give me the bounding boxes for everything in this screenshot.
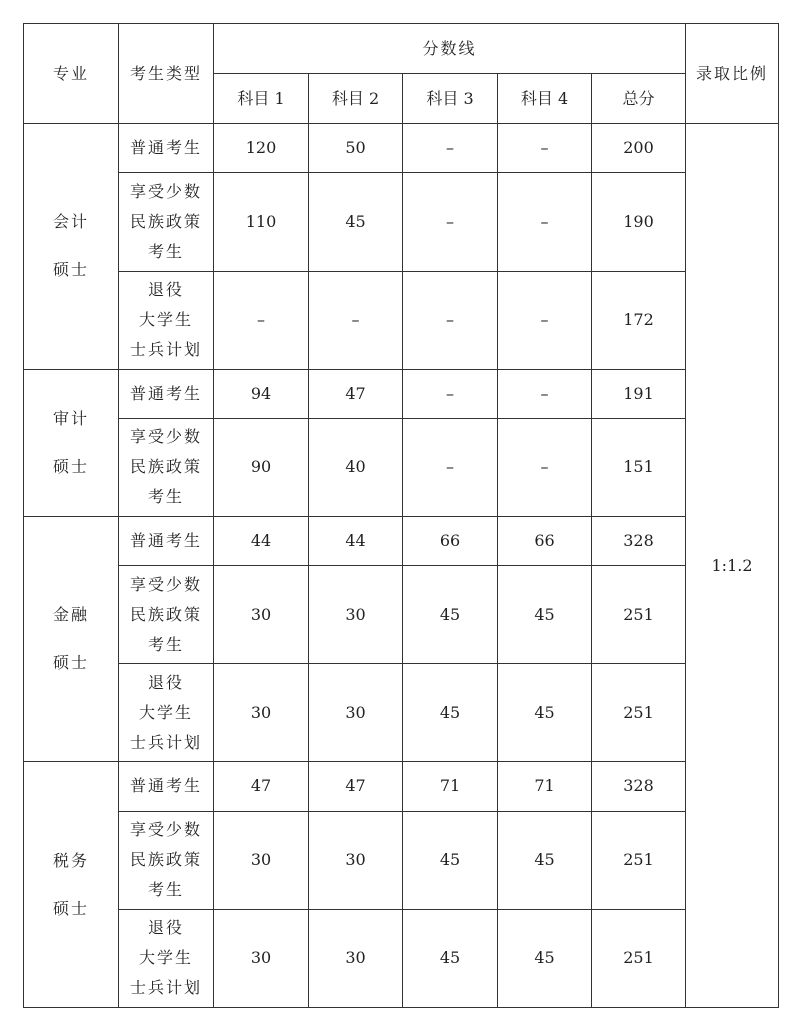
score-cell: 30 <box>214 909 309 1007</box>
score-cell: 45 <box>403 909 498 1007</box>
candidate-type-cell: 享受少数 民族政策 考生 <box>119 811 214 909</box>
header-subject-2: 科目 2 <box>309 74 403 124</box>
total-score-cell: 191 <box>592 369 686 418</box>
header-subject-4: 科目 4 <box>498 74 592 124</box>
table-row <box>24 664 779 762</box>
table-row <box>24 173 779 271</box>
score-cell: – <box>403 173 498 271</box>
major-cell: 审计 硕士 <box>24 369 119 516</box>
candidate-type-cell: 享受少数 民族政策 考生 <box>119 418 214 516</box>
score-cell: – <box>403 124 498 173</box>
header-subject-1: 科目 1 <box>214 74 309 124</box>
score-cell: – <box>403 418 498 516</box>
table-row <box>24 418 779 516</box>
total-score-cell: 251 <box>592 566 686 664</box>
candidate-type-cell: 普通考生 <box>119 762 214 811</box>
score-cell: 66 <box>498 516 592 565</box>
table-row <box>24 566 779 664</box>
candidate-type-cell: 普通考生 <box>119 516 214 565</box>
score-cell: 30 <box>309 566 403 664</box>
score-cell: 30 <box>214 566 309 664</box>
total-score-cell: 251 <box>592 664 686 762</box>
score-cell: 30 <box>214 664 309 762</box>
candidate-type-cell: 退役 大学生 士兵计划 <box>119 271 214 369</box>
admission-ratio-value: 1:1.2 <box>686 124 779 1008</box>
major-cell: 会计 硕士 <box>24 124 119 369</box>
score-cell: 50 <box>309 124 403 173</box>
score-cell: – <box>498 124 592 173</box>
score-cell: 120 <box>214 124 309 173</box>
score-line-table <box>23 23 779 1008</box>
score-cell: 30 <box>309 664 403 762</box>
total-score-cell: 251 <box>592 811 686 909</box>
header-candidate-type: 考生类型 <box>119 24 214 124</box>
score-cell: 45 <box>498 811 592 909</box>
score-cell: 71 <box>498 762 592 811</box>
score-cell: 44 <box>214 516 309 565</box>
header-subject-3: 科目 3 <box>403 74 498 124</box>
header-major: 专业 <box>24 24 119 124</box>
score-cell: 66 <box>403 516 498 565</box>
score-cell: 30 <box>309 909 403 1007</box>
score-cell: 71 <box>403 762 498 811</box>
total-score-cell: 200 <box>592 124 686 173</box>
header-row-1 <box>24 24 779 74</box>
major-cell: 税务 硕士 <box>24 762 119 1008</box>
total-score-cell: 190 <box>592 173 686 271</box>
table-row <box>24 516 779 565</box>
total-score-cell: 151 <box>592 418 686 516</box>
score-cell: – <box>403 271 498 369</box>
score-cell: – <box>214 271 309 369</box>
score-cell: 45 <box>403 811 498 909</box>
score-cell: 45 <box>498 909 592 1007</box>
score-cell: 30 <box>309 811 403 909</box>
candidate-type-cell: 享受少数 民族政策 考生 <box>119 173 214 271</box>
total-score-cell: 172 <box>592 271 686 369</box>
table-row <box>24 811 779 909</box>
score-cell: – <box>498 271 592 369</box>
score-cell: 110 <box>214 173 309 271</box>
score-cell: 47 <box>309 369 403 418</box>
score-cell: – <box>498 173 592 271</box>
score-cell: 45 <box>498 566 592 664</box>
header-score-line: 分数线 <box>214 24 686 74</box>
score-cell: – <box>498 369 592 418</box>
score-cell: 47 <box>309 762 403 811</box>
candidate-type-cell: 退役 大学生 士兵计划 <box>119 909 214 1007</box>
total-score-cell: 251 <box>592 909 686 1007</box>
table-row <box>24 124 779 173</box>
score-cell: 45 <box>403 664 498 762</box>
header-ratio: 录取比例 <box>686 24 779 124</box>
score-cell: 45 <box>498 664 592 762</box>
score-cell: 30 <box>214 811 309 909</box>
candidate-type-cell: 退役 大学生 士兵计划 <box>119 664 214 762</box>
candidate-type-cell: 享受少数 民族政策 考生 <box>119 566 214 664</box>
major-cell: 金融 硕士 <box>24 516 119 761</box>
score-cell: 90 <box>214 418 309 516</box>
table-row <box>24 369 779 418</box>
table-row <box>24 762 779 811</box>
score-cell: 44 <box>309 516 403 565</box>
score-cell: 45 <box>403 566 498 664</box>
score-cell: 40 <box>309 418 403 516</box>
score-cell: – <box>403 369 498 418</box>
candidate-type-cell: 普通考生 <box>119 369 214 418</box>
score-cell: 47 <box>214 762 309 811</box>
candidate-type-cell: 普通考生 <box>119 124 214 173</box>
score-cell: – <box>498 418 592 516</box>
table-row <box>24 909 779 1007</box>
header-total: 总分 <box>592 74 686 124</box>
total-score-cell: 328 <box>592 516 686 565</box>
score-cell: – <box>309 271 403 369</box>
table-row <box>24 271 779 369</box>
score-cell: 94 <box>214 369 309 418</box>
score-cell: 45 <box>309 173 403 271</box>
total-score-cell: 328 <box>592 762 686 811</box>
table-body <box>24 24 779 1008</box>
